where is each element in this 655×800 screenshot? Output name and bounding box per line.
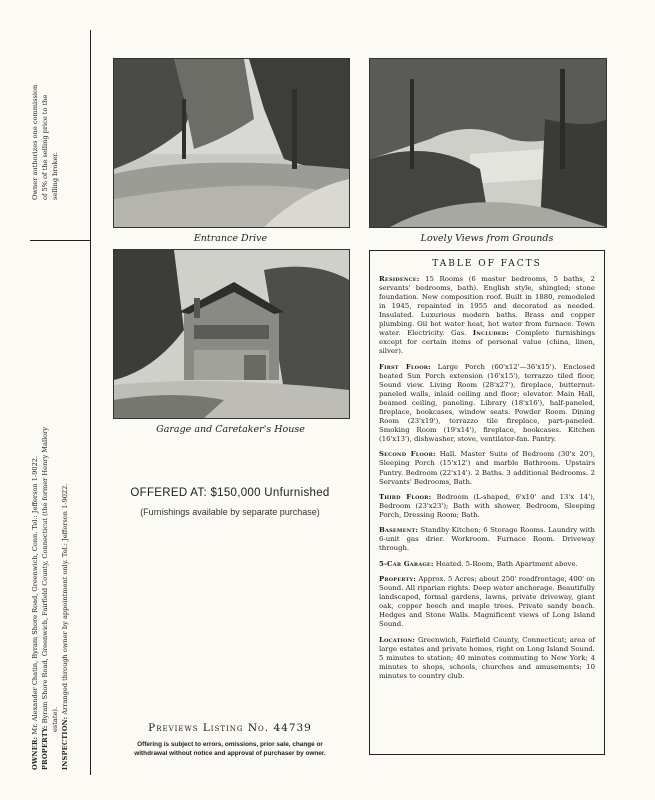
listing-number: Previews Listing No. 44739 — [148, 722, 312, 734]
entrance-drive-caption: Entrance Drive — [193, 233, 268, 244]
property-text-cont: estate). — [51, 706, 59, 732]
fact-third-floor — [379, 493, 595, 520]
fact-label: First Floor: — [379, 362, 431, 371]
fact-basement — [379, 526, 595, 553]
garage-caption: Garage and Caretaker's House — [156, 424, 305, 435]
fact-text: Large Porch (60'x12'—36'x15'). Enclosed heated Sun Porch extension (16'x15'), terrazzo tiled floor, Sound view. Living Room (28'x27'), fireplace, butternut-paneled walls, inlaid ceiling and floor; elevator. Main Hall, beamed ceiling, paneling. Library (18'x16'), half-paneled, fireplace, bookcases, window seats. Powder Room. Dining Room (23'x19'), terrazzo tile fireplace, part-paneled. Smoking Room (19'x14'), fireplace, bookcases. Kitchen (16'x13'), dishwasher, stove, ventilator-fan. Pantry. — [379, 362, 595, 444]
inspection-label: INSPECTION: — [61, 716, 69, 770]
entrance-drive-photo — [113, 58, 350, 228]
commission-line: Owner authorizes one commission — [31, 84, 39, 200]
fact-label: Basement: — [379, 526, 419, 535]
facts-title: TABLE OF FACTS — [432, 259, 542, 269]
fact-location — [379, 636, 595, 681]
fact-label: Residence: — [379, 275, 420, 283]
fact-first-floor — [379, 363, 595, 444]
fact-text: 15 Rooms (6 master bedrooms, 5 baths, 2 servants' bedrooms, bath). English style, shingled; stone foundation. New composition roof. Built in 1880, remodeled in 1945, repainted in 1955 and decorated as needed. Insulated. Luxurious modern baths. Brass and copper plumbing. Oil hot water heat, hot water from furnace. Town water. Electricity. Gas. — [379, 275, 595, 338]
fact-second-floor — [379, 450, 595, 486]
fact-text: Approx. 5 Acres; about 250' roadfrontage, 400' on Sound. All riparian rights. Deep water anchorage. Beautifully landscaped, formal gardens, lawns, private driveway, giant oak, copper beech and maple trees. Private sandy beach. Hedges and Stone Walls. Magnificent views of Long Island Sound. — [379, 575, 595, 629]
fact-residence — [379, 275, 595, 356]
disclaimer-line: withdrawal without notice and approval of purchaser by owner. — [134, 750, 326, 757]
inspection-line — [60, 427, 70, 770]
fact-label: Third Floor: — [379, 492, 432, 501]
inspection-text: Arranged through owner by appointment only. Tel.: Jefferson 1-9022. — [61, 483, 69, 715]
disclaimer — [112, 740, 348, 758]
offer-price: OFFERED AT: $150,000 Unfurnished — [130, 487, 330, 499]
property-label: PROPERTY: — [41, 725, 49, 770]
fact-garage — [379, 560, 595, 569]
owner-line — [30, 427, 40, 770]
fact-text: Standby Kitchen; 6 Storage Rooms. Laundry with 6-unit gas drier. Workroom. Furnace Room. Driveway through. — [379, 526, 595, 553]
views-photo — [369, 58, 607, 228]
fact-label: Second Floor: — [379, 450, 436, 459]
fact-label: Included: — [472, 329, 510, 338]
disclaimer-line: Offering is subject to errors, omissions, prior sale, change or — [137, 741, 323, 748]
fact-text: Complete furnishings except for certain items of personal value (china, linen, silver). — [379, 329, 595, 356]
owner-label: OWNER: — [31, 736, 39, 770]
garage-photo — [113, 249, 350, 419]
fact-text: Bedroom (L-shaped, 6'x10' and 13'x 14'), Bedroom (23'x23'); Bath with shower, Bedroom, Sleeping Porch, Dressing Room; Bath. — [379, 492, 595, 520]
fact-label: Property: — [379, 575, 416, 584]
fact-text: Hall. Master Suite of Bedroom (30'x 20'), Sleeping Porch (15'x12') and marble Bathroom. Upstairs Pantry. Bedroom (22'x14'). 2 Baths. 3 additional Bedrooms. 2 Servants' Bedrooms, Bath. — [379, 450, 595, 486]
table-of-facts — [369, 250, 605, 755]
fact-text: Greenwich, Fairfield County, Connecticut; area of large estates and private homes, right on Long Island Sound. 5 minutes to station; 40 minutes commuting to New York; 4 minutes to shops, schools, churches and amusements; 10 minutes to country club. — [379, 635, 595, 680]
commission-line: selling broker. — [51, 152, 59, 200]
fact-label: 5-Car Garage: — [379, 559, 434, 568]
commission-line: of 5% of the selling price to the — [41, 94, 49, 200]
commission-note — [30, 85, 60, 200]
views-caption: Lovely Views from Grounds — [420, 233, 554, 244]
fact-property — [379, 575, 595, 629]
fact-text: Heated. 5-Room, Bath Apartment above. — [433, 559, 578, 568]
owner-text: Mr. Alexander Chatin, Byram Shore Road, Greenwich, Conn. Tel.: Jefferson 1-9022. — [31, 455, 39, 735]
fact-label: Location: — [379, 635, 416, 644]
margin-divider — [30, 240, 90, 241]
property-text: Byram Shore Road, Greenwich, Fairfield County, Connecticut (the former Henry Mallory — [41, 426, 49, 724]
property-line — [40, 427, 50, 770]
owner-note — [30, 427, 70, 770]
offer-note: (Furnishings available by separate purchase) — [140, 507, 320, 517]
